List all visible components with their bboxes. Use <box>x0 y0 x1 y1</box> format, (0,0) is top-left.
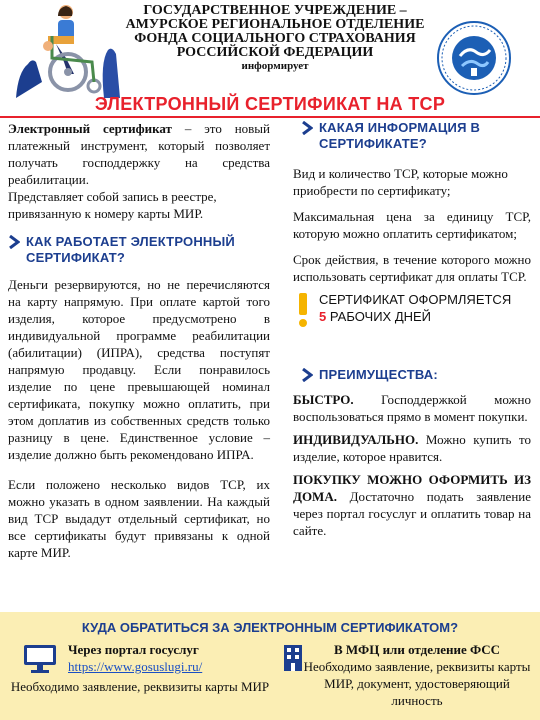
processing-time-notice <box>293 291 531 325</box>
advantage-fast-text: Господдержкой можно воспользоваться прямо в момент покупки. <box>293 392 531 424</box>
right-column <box>293 120 531 539</box>
gosuslugi-link[interactable]: https://www.gosuslugi.ru/ <box>68 659 203 674</box>
advantage-home <box>293 471 531 539</box>
advantages-heading <box>301 367 531 383</box>
notice-line-1: СЕРТИФИКАТ ОФОРМЛЯЕТСЯ <box>319 292 512 307</box>
intro-text: – это новый платежный инструмент, который позволяет получать господдержку на средства реабилитации. <box>8 121 270 187</box>
info-item-3: Срок действия, в течение которого можно использовать сертификат для оплаты ТСР. <box>293 252 531 284</box>
mfc-title: В МФЦ или отделение ФСС <box>334 642 500 657</box>
how-it-works-heading <box>8 234 270 266</box>
org-line: АМУРСКОЕ РЕГИОНАЛЬНОЕ ОТДЕЛЕНИЕ <box>125 17 425 32</box>
how-paragraph-1: Деньги резервируются, но не перечисляются на карту напрямую. При оплате картой того изделия, которое предусмотрено в индивидуальной программе реабилитации (абилитации) (ИПРА), средства поступят напрямую продавцу. Если понравилось изделие по цене превышающей номинал сертификата, покупку можно оплатить, при этом доплатив из собственных средств только разницу в цене. Единственное условие – изделие должно быть рекомендовано ИПРА. <box>8 277 270 462</box>
intro-paragraph <box>8 120 270 188</box>
info-heading-text: КАКАЯ ИНФОРМАЦИЯ В СЕРТИФИКАТЕ? <box>319 120 481 151</box>
computer-monitor-icon <box>22 643 58 675</box>
days-label: РАБОЧИХ ДНЕЙ <box>326 309 432 324</box>
mfc-option <box>280 641 534 709</box>
org-line: ФОНДА СОЦИАЛЬНОГО СТРАХОВАНИЯ <box>134 31 416 46</box>
intro-paragraph-2: Представляет собой запись в реестре, привязанную к номеру карты МИР. <box>8 189 217 221</box>
advantages-heading-text: ПРЕИМУЩЕСТВА: <box>319 367 438 382</box>
chevron-right-icon <box>8 235 20 249</box>
how-heading-text: КАК РАБОТАЕТ ЭЛЕКТРОННЫЙ СЕРТИФИКАТ? <box>26 234 235 265</box>
info-heading <box>301 120 531 152</box>
left-column <box>8 120 270 561</box>
title-underline <box>0 116 540 118</box>
fss-logo-icon <box>434 18 514 98</box>
org-line: РОССИЙСКОЙ ФЕДЕРАЦИИ <box>176 45 374 60</box>
wheelchair-illustration <box>8 2 123 102</box>
org-line: ГОСУДАРСТВЕННОЕ УЧРЕЖДЕНИЕ – <box>143 3 407 18</box>
exclamation-dot <box>299 319 307 327</box>
info-item-1: Вид и количество ТСР, которые можно приобрести по сертификату; <box>293 166 508 198</box>
notice-line-2 <box>319 308 531 325</box>
advantage-fast <box>293 391 531 425</box>
gosuslugi-option <box>10 641 270 695</box>
organization-header <box>120 4 430 73</box>
page-title: ЭЛЕКТРОННЫЙ СЕРТИФИКАТ НА ТСР <box>94 94 446 114</box>
intro-term: Электронный сертификат <box>8 121 172 136</box>
how-paragraph-2: Если положено несколько видов ТСР, их можно указать в одном заявлении. На каждый вид ТСР выдадут отдельный сертификат, но все сертификаты будут привязаны к одной карте МИР. <box>8 477 270 560</box>
advantage-individual-text: Можно купить то изделие, которое нравится. <box>293 432 531 464</box>
exclamation-icon <box>299 293 307 315</box>
chevron-right-icon <box>301 368 313 382</box>
info-item-2: Максимальная цена за единицу ТСР, которую можно оплатить сертификатом; <box>293 209 531 241</box>
days-count: 5 <box>319 309 327 324</box>
contact-heading: КУДА ОБРАТИТЬСЯ ЗА ЭЛЕКТРОННЫМ СЕРТИФИКАТОМ? <box>81 620 459 635</box>
advantage-home-text: Достаточно подать заявление через портал госуслуг и оплатить товар на сайте. <box>293 489 531 538</box>
informs-label: информирует <box>241 60 309 72</box>
gosuslugi-title: Через портал госуслуг <box>68 642 199 657</box>
building-icon <box>282 643 304 673</box>
advantage-individual-title: ИНДИВИДУАЛЬНО. <box>293 432 419 447</box>
chevron-right-icon <box>301 121 313 135</box>
advantage-individual <box>293 431 531 465</box>
advantage-fast-title: БЫСТРО. <box>293 392 354 407</box>
gosuslugi-requirements: Необходимо заявление, реквизиты карты МИР <box>10 679 270 694</box>
mfc-requirements: Необходимо заявление, реквизиты карты МИР, документ, удостоверяющий личность <box>303 659 531 708</box>
advantage-home-title: ПОКУПКУ МОЖНО ОФОРМИТЬ ИЗ ДОМА. <box>293 472 531 504</box>
